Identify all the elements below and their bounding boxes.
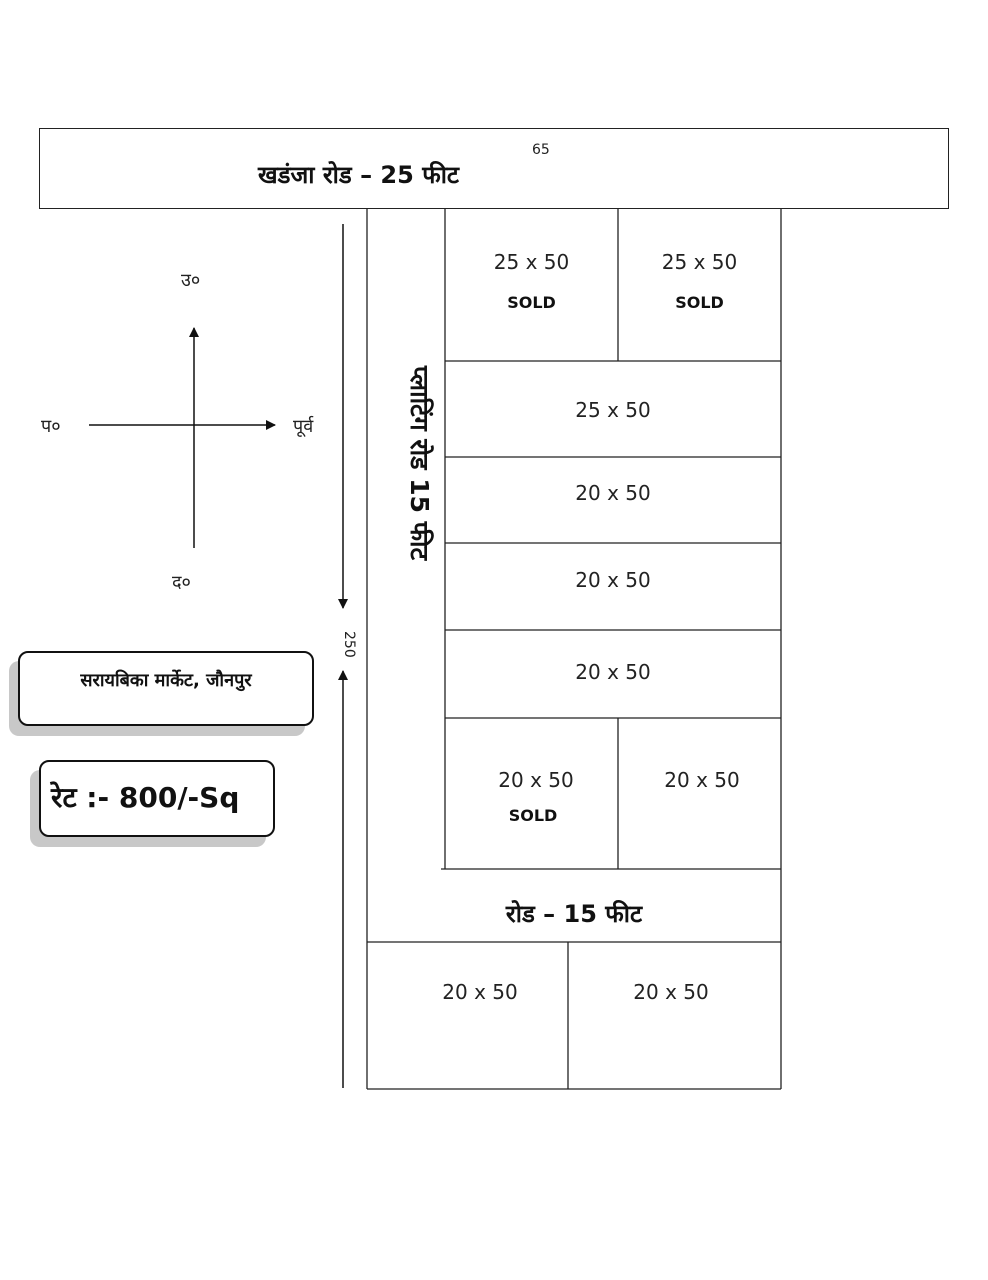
plot-size: 20 x 50 — [575, 568, 651, 592]
plot-10[interactable] — [568, 980, 774, 1004]
plot-1[interactable] — [445, 250, 618, 312]
plot-size: 20 x 50 — [498, 768, 574, 792]
plot-status: SOLD — [675, 293, 724, 312]
plot-2[interactable] — [618, 250, 781, 312]
plot-size: 25 x 50 — [493, 250, 570, 274]
plot-4[interactable] — [445, 481, 781, 505]
plot-9[interactable] — [367, 980, 593, 1004]
compass-west-label: प० — [41, 416, 61, 437]
location-label: सरायबिका मार्केट, जौनपुर — [80, 670, 252, 691]
location-card — [18, 651, 314, 726]
compass-south-label: द० — [172, 572, 191, 593]
top-road-label: खडंजा रोड – 25 फीट — [258, 161, 460, 189]
plot-status: SOLD — [507, 293, 556, 312]
plot-7[interactable] — [445, 768, 627, 825]
plot-size: 20 x 50 — [575, 481, 651, 505]
plot-6[interactable] — [445, 660, 781, 684]
compass-north-label: उ० — [181, 270, 201, 291]
plot-8[interactable] — [618, 768, 786, 792]
rate-label: रेट :- 800/-Sq — [51, 781, 240, 814]
plot-size: 20 x 50 — [664, 768, 740, 792]
plot-size: 20 x 50 — [575, 660, 651, 684]
compass-east-label: पूर्व — [293, 416, 314, 437]
plot-5[interactable] — [445, 568, 781, 592]
plot-size: 20 x 50 — [442, 980, 518, 1004]
top-road-box — [39, 128, 949, 209]
plot-status: SOLD — [508, 806, 558, 825]
plot-size: 25 x 50 — [575, 398, 651, 422]
plot-size: 25 x 50 — [661, 250, 738, 274]
plot-size: 20 x 50 — [633, 980, 709, 1004]
width-value: 65 — [532, 142, 550, 158]
bottom-road-label: रोड – 15 फीट — [505, 900, 643, 928]
rate-card — [39, 760, 275, 837]
plot-3[interactable] — [445, 398, 781, 422]
length-value: 250 — [341, 630, 357, 658]
side-road-label: प्लाटिंग रोड 15 फीट — [405, 366, 434, 561]
